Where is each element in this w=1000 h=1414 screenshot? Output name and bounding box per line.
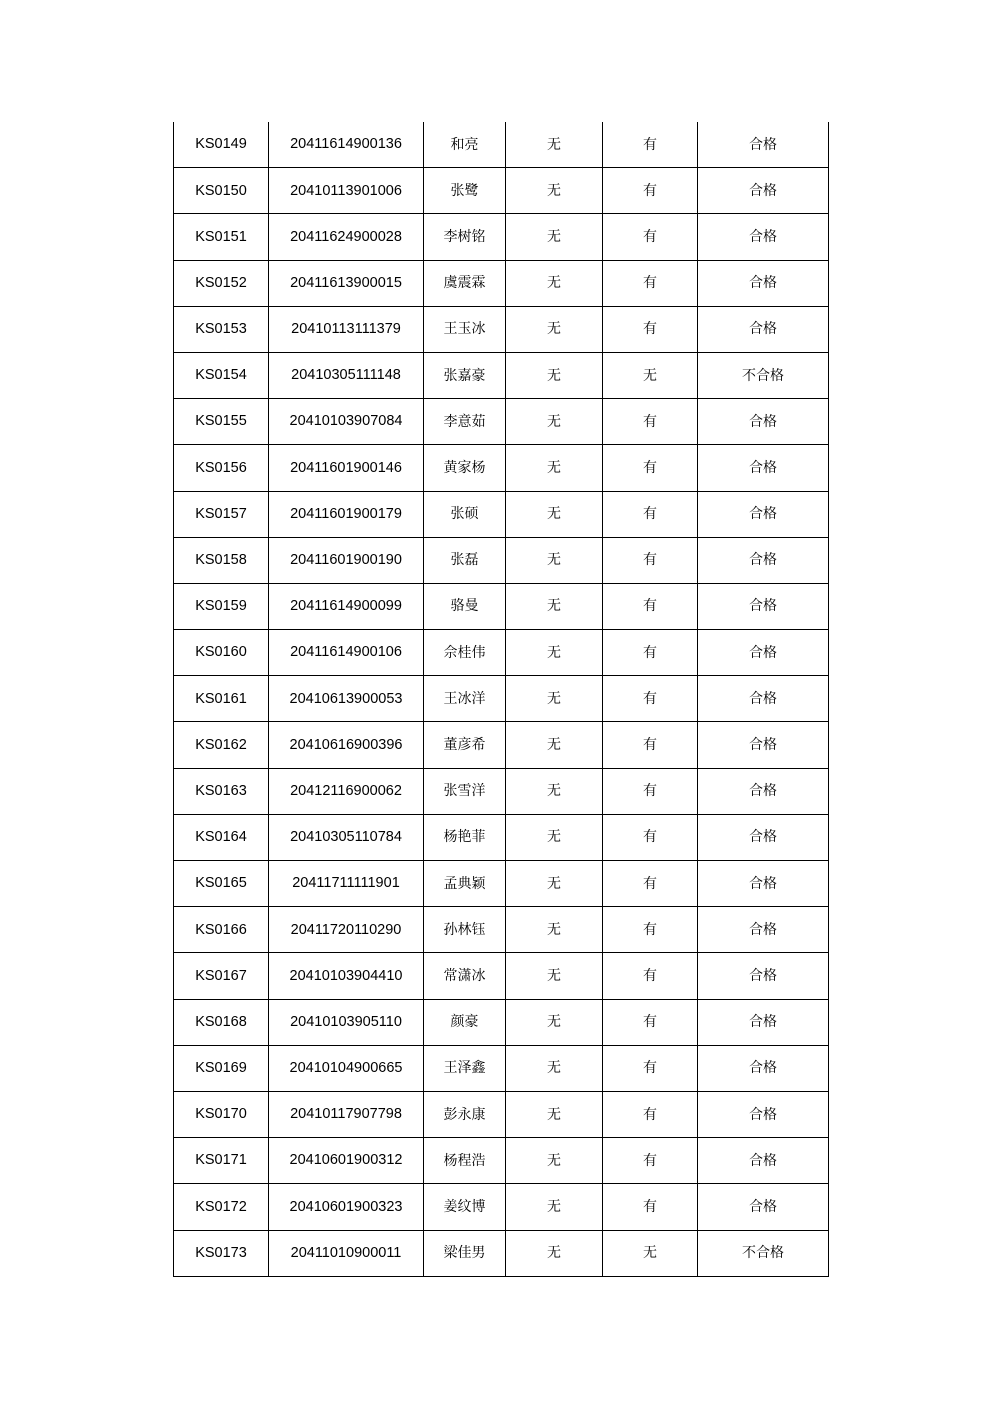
cell-name: 和亮 — [424, 122, 506, 168]
cell-col4: 无 — [506, 722, 603, 768]
cell-col4: 无 — [506, 676, 603, 722]
cell-name: 董彦希 — [424, 722, 506, 768]
cell-id: KS0155 — [174, 399, 269, 445]
cell-result: 合格 — [698, 306, 829, 352]
cell-id: KS0170 — [174, 1091, 269, 1137]
cell-result: 合格 — [698, 214, 829, 260]
cell-col4: 无 — [506, 260, 603, 306]
cell-number: 20411601900190 — [269, 537, 424, 583]
cell-col4: 无 — [506, 122, 603, 168]
table-row — [174, 953, 829, 999]
cell-number: 20410117907798 — [269, 1091, 424, 1137]
cell-name: 张嘉豪 — [424, 352, 506, 398]
cell-number: 20410601900312 — [269, 1138, 424, 1184]
cell-col5: 有 — [603, 537, 698, 583]
cell-name: 王玉冰 — [424, 306, 506, 352]
cell-col5: 有 — [603, 1184, 698, 1230]
cell-result: 合格 — [698, 722, 829, 768]
table-row — [174, 907, 829, 953]
cell-col4: 无 — [506, 999, 603, 1045]
cell-col4: 无 — [506, 352, 603, 398]
cell-id: KS0169 — [174, 1045, 269, 1091]
cell-result: 合格 — [698, 1045, 829, 1091]
cell-number: 20410613900053 — [269, 676, 424, 722]
cell-number: 20410113111379 — [269, 306, 424, 352]
cell-id: KS0168 — [174, 999, 269, 1045]
cell-col4: 无 — [506, 630, 603, 676]
cell-col5: 有 — [603, 861, 698, 907]
cell-name: 黄家杨 — [424, 445, 506, 491]
cell-id: KS0163 — [174, 768, 269, 814]
cell-col4: 无 — [506, 1230, 603, 1276]
cell-col5: 有 — [603, 768, 698, 814]
table-row — [174, 722, 829, 768]
cell-id: KS0160 — [174, 630, 269, 676]
cell-id: KS0150 — [174, 168, 269, 214]
table-row — [174, 999, 829, 1045]
cell-number: 20410601900323 — [269, 1184, 424, 1230]
cell-col4: 无 — [506, 1138, 603, 1184]
cell-number: 20411624900028 — [269, 214, 424, 260]
cell-name: 张磊 — [424, 537, 506, 583]
cell-result: 合格 — [698, 399, 829, 445]
cell-col5: 有 — [603, 1091, 698, 1137]
cell-col5: 有 — [603, 306, 698, 352]
cell-result: 合格 — [698, 1091, 829, 1137]
cell-col5: 有 — [603, 722, 698, 768]
cell-number: 20412116900062 — [269, 768, 424, 814]
cell-col4: 无 — [506, 1184, 603, 1230]
table-row — [174, 676, 829, 722]
table-row — [174, 1091, 829, 1137]
cell-result: 合格 — [698, 491, 829, 537]
cell-result: 合格 — [698, 907, 829, 953]
cell-col5: 有 — [603, 168, 698, 214]
table-row — [174, 1138, 829, 1184]
cell-col5: 有 — [603, 907, 698, 953]
cell-name: 颜豪 — [424, 999, 506, 1045]
cell-result: 不合格 — [698, 352, 829, 398]
cell-name: 王泽鑫 — [424, 1045, 506, 1091]
cell-result: 合格 — [698, 1184, 829, 1230]
table-row — [174, 491, 829, 537]
cell-col5: 有 — [603, 1138, 698, 1184]
cell-number: 20411614900106 — [269, 630, 424, 676]
cell-number: 20410305110784 — [269, 814, 424, 860]
cell-id: KS0157 — [174, 491, 269, 537]
cell-id: KS0173 — [174, 1230, 269, 1276]
cell-id: KS0156 — [174, 445, 269, 491]
cell-number: 20411711111901 — [269, 861, 424, 907]
cell-col5: 无 — [603, 352, 698, 398]
cell-number: 20410103907084 — [269, 399, 424, 445]
cell-col5: 有 — [603, 999, 698, 1045]
cell-number: 20410104900665 — [269, 1045, 424, 1091]
cell-id: KS0158 — [174, 537, 269, 583]
cell-number: 20411614900099 — [269, 583, 424, 629]
cell-name: 杨程浩 — [424, 1138, 506, 1184]
cell-name: 虞震霖 — [424, 260, 506, 306]
cell-number: 20411614900136 — [269, 122, 424, 168]
cell-col5: 有 — [603, 676, 698, 722]
cell-result: 不合格 — [698, 1230, 829, 1276]
cell-result: 合格 — [698, 999, 829, 1045]
table-row — [174, 445, 829, 491]
cell-number: 20410103905110 — [269, 999, 424, 1045]
cell-result: 合格 — [698, 445, 829, 491]
table-row — [174, 352, 829, 398]
cell-result: 合格 — [698, 814, 829, 860]
cell-id: KS0153 — [174, 306, 269, 352]
cell-result: 合格 — [698, 630, 829, 676]
cell-result: 合格 — [698, 537, 829, 583]
cell-name: 梁佳男 — [424, 1230, 506, 1276]
cell-col4: 无 — [506, 1091, 603, 1137]
cell-col4: 无 — [506, 907, 603, 953]
table-row — [174, 814, 829, 860]
cell-name: 张鹭 — [424, 168, 506, 214]
cell-name: 骆曼 — [424, 583, 506, 629]
cell-col4: 无 — [506, 537, 603, 583]
cell-id: KS0166 — [174, 907, 269, 953]
cell-col5: 有 — [603, 491, 698, 537]
cell-id: KS0164 — [174, 814, 269, 860]
cell-name: 常潇冰 — [424, 953, 506, 999]
table-row — [174, 630, 829, 676]
cell-id: KS0161 — [174, 676, 269, 722]
cell-col4: 无 — [506, 445, 603, 491]
cell-result: 合格 — [698, 676, 829, 722]
cell-number: 20410103904410 — [269, 953, 424, 999]
cell-id: KS0154 — [174, 352, 269, 398]
cell-col4: 无 — [506, 214, 603, 260]
table-row — [174, 306, 829, 352]
cell-name: 佘桂伟 — [424, 630, 506, 676]
cell-name: 李意茹 — [424, 399, 506, 445]
cell-number: 20410305111148 — [269, 352, 424, 398]
cell-col5: 有 — [603, 260, 698, 306]
cell-col4: 无 — [506, 861, 603, 907]
cell-number: 20411601900146 — [269, 445, 424, 491]
cell-col4: 无 — [506, 953, 603, 999]
cell-result: 合格 — [698, 260, 829, 306]
cell-number: 20410113901006 — [269, 168, 424, 214]
table-row — [174, 537, 829, 583]
cell-number: 20411010900011 — [269, 1230, 424, 1276]
results-table — [173, 122, 829, 1277]
cell-name: 孙林钰 — [424, 907, 506, 953]
table-row — [174, 583, 829, 629]
cell-col4: 无 — [506, 168, 603, 214]
cell-result: 合格 — [698, 583, 829, 629]
cell-col5: 有 — [603, 630, 698, 676]
cell-id: KS0172 — [174, 1184, 269, 1230]
cell-id: KS0159 — [174, 583, 269, 629]
cell-name: 彭永康 — [424, 1091, 506, 1137]
cell-col5: 有 — [603, 1045, 698, 1091]
cell-result: 合格 — [698, 168, 829, 214]
cell-id: KS0151 — [174, 214, 269, 260]
cell-id: KS0167 — [174, 953, 269, 999]
cell-col5: 有 — [603, 953, 698, 999]
cell-col5: 有 — [603, 445, 698, 491]
cell-result: 合格 — [698, 768, 829, 814]
cell-result: 合格 — [698, 861, 829, 907]
cell-col5: 有 — [603, 122, 698, 168]
cell-id: KS0149 — [174, 122, 269, 168]
cell-col4: 无 — [506, 491, 603, 537]
cell-name: 张雪洋 — [424, 768, 506, 814]
cell-col4: 无 — [506, 768, 603, 814]
cell-col4: 无 — [506, 814, 603, 860]
cell-col4: 无 — [506, 1045, 603, 1091]
results-table-body — [174, 122, 829, 1276]
cell-col4: 无 — [506, 306, 603, 352]
table-row — [174, 1045, 829, 1091]
cell-col5: 有 — [603, 214, 698, 260]
cell-name: 杨艳菲 — [424, 814, 506, 860]
cell-result: 合格 — [698, 122, 829, 168]
cell-result: 合格 — [698, 1138, 829, 1184]
cell-col4: 无 — [506, 399, 603, 445]
cell-id: KS0171 — [174, 1138, 269, 1184]
cell-name: 张硕 — [424, 491, 506, 537]
table-row — [174, 260, 829, 306]
table-row — [174, 1184, 829, 1230]
cell-col5: 有 — [603, 583, 698, 629]
cell-id: KS0165 — [174, 861, 269, 907]
cell-name: 姜纹博 — [424, 1184, 506, 1230]
table-row — [174, 861, 829, 907]
cell-number: 20410616900396 — [269, 722, 424, 768]
cell-id: KS0152 — [174, 260, 269, 306]
cell-id: KS0162 — [174, 722, 269, 768]
cell-number: 20411613900015 — [269, 260, 424, 306]
cell-col5: 无 — [603, 1230, 698, 1276]
table-row — [174, 1230, 829, 1276]
cell-number: 20411720110290 — [269, 907, 424, 953]
cell-col5: 有 — [603, 814, 698, 860]
cell-col5: 有 — [603, 399, 698, 445]
table-row — [174, 122, 829, 168]
cell-number: 20411601900179 — [269, 491, 424, 537]
table-row — [174, 768, 829, 814]
cell-col4: 无 — [506, 583, 603, 629]
table-row — [174, 214, 829, 260]
cell-result: 合格 — [698, 953, 829, 999]
cell-name: 李树铭 — [424, 214, 506, 260]
table-row — [174, 399, 829, 445]
cell-name: 孟典颖 — [424, 861, 506, 907]
table-row — [174, 168, 829, 214]
cell-name: 王冰洋 — [424, 676, 506, 722]
